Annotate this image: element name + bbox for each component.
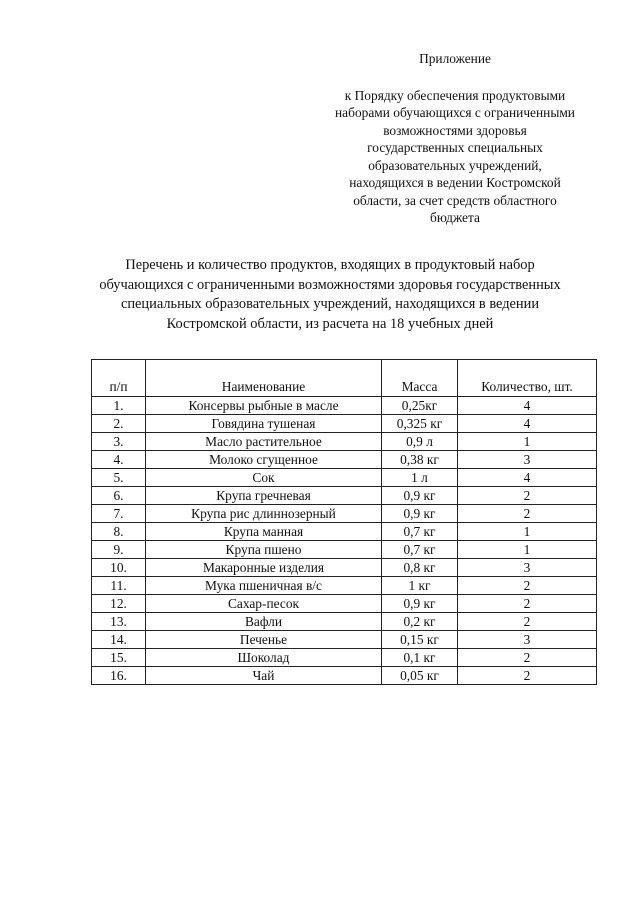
table-row: [92, 523, 597, 541]
header-mass: Масса: [382, 360, 458, 397]
cell-quantity: 2: [458, 613, 597, 631]
cell-mass: 0,25кг: [382, 397, 458, 415]
cell-number: 16.: [92, 667, 146, 685]
title-line: обучающихся с ограниченными возможностями здоровья государственных: [99, 276, 561, 293]
table-row: [92, 559, 597, 577]
cell-mass: 0,15 кг: [382, 631, 458, 649]
table-row: [92, 631, 597, 649]
cell-quantity: 2: [458, 649, 597, 667]
cell-mass: 0,9 л: [382, 433, 458, 451]
cell-name: Печенье: [146, 631, 382, 649]
table-row: [92, 487, 597, 505]
cell-mass: 1 кг: [382, 577, 458, 595]
cell-quantity: 2: [458, 595, 597, 613]
cell-name: Чай: [146, 667, 382, 685]
appendix-gap: [300, 68, 610, 87]
cell-mass: 0,38 кг: [382, 451, 458, 469]
header-quantity: Количество, шт.: [458, 360, 597, 397]
cell-mass: 0,8 кг: [382, 559, 458, 577]
cell-number: 1.: [92, 397, 146, 415]
cell-name: Консервы рыбные в масле: [146, 397, 382, 415]
cell-quantity: 3: [458, 451, 597, 469]
appendix-line: области, за счет средств областного: [353, 192, 557, 208]
cell-mass: 0,9 кг: [382, 595, 458, 613]
cell-name: Шоколад: [146, 649, 382, 667]
table-row: [92, 649, 597, 667]
cell-name: Крупа пшено: [146, 541, 382, 559]
table-row: [92, 397, 597, 415]
cell-number: 8.: [92, 523, 146, 541]
cell-quantity: 3: [458, 631, 597, 649]
cell-number: 4.: [92, 451, 146, 469]
cell-quantity: 4: [458, 415, 597, 433]
cell-name: Говядина тушеная: [146, 415, 382, 433]
cell-name: Мука пшеничная в/с: [146, 577, 382, 595]
cell-quantity: 1: [458, 433, 597, 451]
appendix-line: к Порядку обеспечения продуктовыми: [344, 87, 566, 103]
appendix-line: возможностями здоровья: [383, 122, 527, 138]
title-line: Костромской области, из расчета на 18 учебных дней: [166, 315, 494, 332]
table-row: [92, 433, 597, 451]
cell-name: Макаронные изделия: [146, 559, 382, 577]
cell-number: 11.: [92, 577, 146, 595]
cell-number: 13.: [92, 613, 146, 631]
cell-mass: 0,7 кг: [382, 541, 458, 559]
cell-name: Масло растительное: [146, 433, 382, 451]
cell-number: 14.: [92, 631, 146, 649]
cell-name: Сок: [146, 469, 382, 487]
cell-quantity: 3: [458, 559, 597, 577]
appendix-line: бюджета: [430, 210, 480, 225]
header-number: п/п: [92, 360, 146, 397]
cell-name: Вафли: [146, 613, 382, 631]
table-header-row: [92, 360, 597, 397]
table-row: [92, 469, 597, 487]
cell-name: Крупа гречневая: [146, 487, 382, 505]
appendix-heading: Приложение: [419, 51, 491, 66]
cell-name: Крупа рис длиннозерный: [146, 505, 382, 523]
document-title: [60, 256, 600, 334]
table-row: [92, 451, 597, 469]
cell-number: 2.: [92, 415, 146, 433]
cell-number: 7.: [92, 505, 146, 523]
cell-number: 6.: [92, 487, 146, 505]
cell-number: 10.: [92, 559, 146, 577]
cell-quantity: 1: [458, 541, 597, 559]
table-row: [92, 595, 597, 613]
cell-mass: 0,05 кг: [382, 667, 458, 685]
cell-quantity: 2: [458, 577, 597, 595]
cell-mass: 0,2 кг: [382, 613, 458, 631]
cell-quantity: 2: [458, 505, 597, 523]
cell-name: Крупа манная: [146, 523, 382, 541]
table-row: [92, 667, 597, 685]
appendix-line: наборами обучающихся с ограниченными: [335, 105, 575, 120]
cell-quantity: 2: [458, 667, 597, 685]
cell-mass: 0,325 кг: [382, 415, 458, 433]
cell-mass: 0,9 кг: [382, 487, 458, 505]
products-table: [91, 359, 597, 685]
cell-quantity: 4: [458, 397, 597, 415]
cell-mass: 0,7 кг: [382, 523, 458, 541]
table-row: [92, 505, 597, 523]
appendix-line: находящихся в ведении Костромской: [349, 175, 561, 190]
cell-name: Молоко сгущенное: [146, 451, 382, 469]
cell-mass: 0,1 кг: [382, 649, 458, 667]
cell-quantity: 2: [458, 487, 597, 505]
cell-mass: 1 л: [382, 469, 458, 487]
cell-number: 3.: [92, 433, 146, 451]
appendix-line: государственных специальных: [367, 140, 543, 155]
title-line: Перечень и количество продуктов, входящих в продуктовый набор: [125, 257, 535, 273]
cell-quantity: 1: [458, 523, 597, 541]
cell-number: 9.: [92, 541, 146, 559]
cell-mass: 0,9 кг: [382, 505, 458, 523]
table-row: [92, 613, 597, 631]
table-row: [92, 577, 597, 595]
title-line: специальных образовательных учреждений, находящихся в ведении: [120, 296, 540, 312]
table-row: [92, 415, 597, 433]
appendix-block: [300, 50, 610, 227]
cell-quantity: 4: [458, 469, 597, 487]
header-name: Наименование: [146, 360, 382, 397]
appendix-line: образовательных учреждений,: [368, 157, 542, 173]
table-row: [92, 541, 597, 559]
cell-name: Сахар-песок: [146, 595, 382, 613]
cell-number: 15.: [92, 649, 146, 667]
cell-number: 5.: [92, 469, 146, 487]
cell-number: 12.: [92, 595, 146, 613]
